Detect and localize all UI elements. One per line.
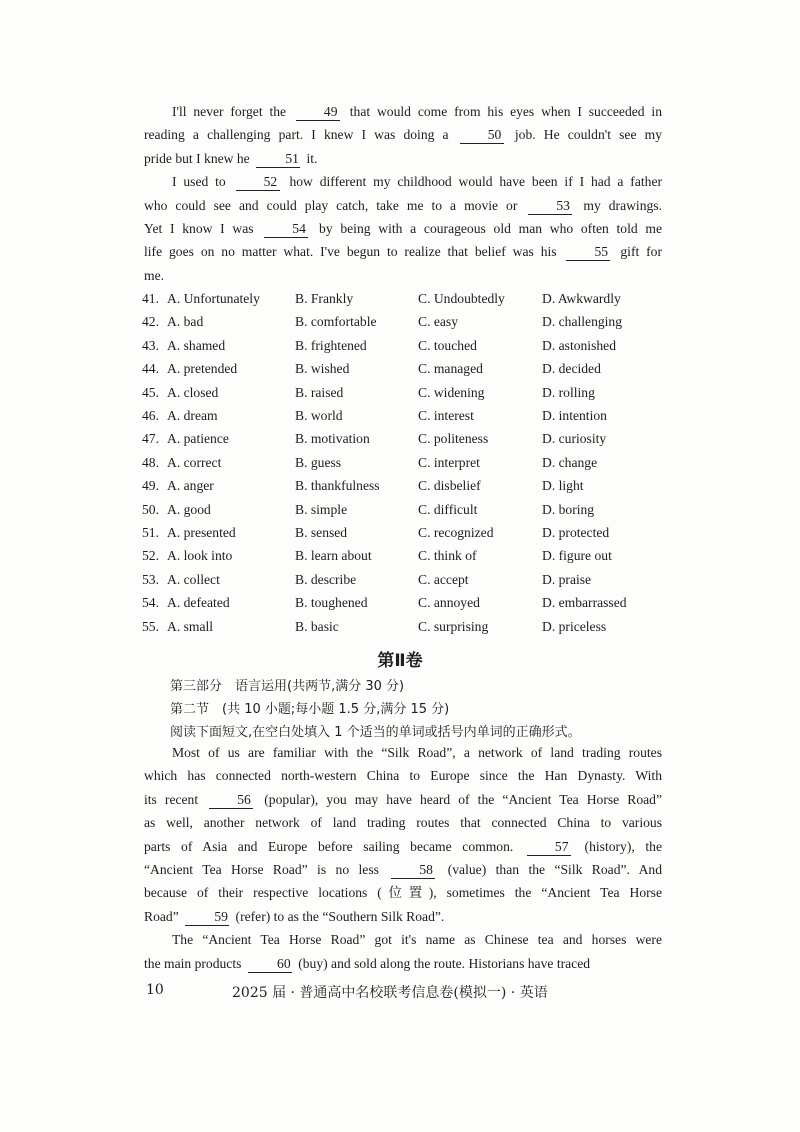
text-segment: reading a challenging part. I knew I was doing a — [144, 127, 449, 143]
text-segment: I used to — [172, 174, 226, 190]
option-a: A. correct — [167, 454, 222, 470]
text-segment: Yet I know I was — [144, 221, 254, 237]
question-number: 46. — [142, 408, 159, 423]
option-d: D. rolling — [542, 384, 595, 400]
text-line — [116, 264, 662, 287]
option-c: C. politeness — [418, 431, 489, 447]
option-d: D. Awkwardly — [542, 291, 621, 306]
option-d: D. light — [542, 478, 584, 494]
option-a: A. anger — [167, 478, 214, 494]
option-a: A. bad — [167, 314, 204, 330]
text-line — [144, 741, 662, 764]
option-b: B. world — [295, 408, 343, 423]
paragraph — [144, 170, 662, 287]
question-number: 51. — [142, 525, 159, 540]
option-c: C. disbelief — [418, 478, 481, 494]
text-segment: Road” — [144, 908, 179, 924]
instruction-text: 阅读下面短文,在空白处填入 1 个适当的单词或括号内单词的正确形式。 — [170, 725, 581, 740]
text-line — [116, 858, 662, 881]
answer-blank: 57 — [527, 839, 571, 856]
option-b: B. thankfulness — [295, 478, 380, 494]
text-segment: me. — [144, 267, 165, 283]
option-b: B. Frankly — [295, 291, 354, 306]
option-b: B. comfortable — [295, 314, 377, 330]
text-segment: how different my childhood would have been if I had a father — [289, 174, 662, 190]
paragraph — [144, 100, 662, 170]
answer-blank: 52 — [236, 174, 280, 191]
option-b: B. basic — [295, 618, 339, 634]
option-a: A. small — [167, 618, 214, 634]
text-segment: The “Ancient Tea Horse Road” got it's name as Chinese tea and horses were — [172, 932, 662, 948]
option-d: D. change — [542, 454, 598, 470]
answer-blank: 56 — [209, 792, 253, 809]
page-number: 10 — [146, 982, 164, 998]
text-line — [144, 928, 662, 951]
text-segment: pride but I knew he — [144, 150, 250, 166]
text-line — [144, 100, 662, 123]
option-a: A. dream — [167, 408, 218, 423]
text-segment: by being with a courageous old man who often told me — [319, 221, 663, 237]
question-number: 42. — [142, 314, 159, 330]
answer-blank: 54 — [264, 221, 308, 238]
text-segment: which has connected north-western China to Europe since the Han Dynasty. With — [144, 768, 662, 784]
option-c: C. widening — [418, 384, 485, 400]
answer-blank: 49 — [296, 104, 340, 121]
option-d: D. challenging — [542, 314, 623, 330]
question-number: 55. — [142, 618, 159, 634]
passage-top — [144, 100, 662, 287]
option-b: B. motivation — [295, 431, 370, 447]
option-d: D. intention — [542, 408, 607, 423]
text-line — [116, 881, 662, 904]
question-number: 45. — [142, 384, 159, 400]
option-a: A. patience — [167, 431, 229, 447]
answer-blank: 50 — [460, 127, 504, 144]
text-segment: that would come from his eyes when I succeeded in — [349, 104, 662, 119]
option-d: D. figure out — [542, 548, 612, 564]
question-number: 53. — [142, 571, 159, 587]
text-line — [116, 123, 662, 146]
option-d: D. curiosity — [542, 431, 607, 447]
text-line — [116, 764, 662, 787]
text-segment: Most of us are familiar with the “Silk Road”, a network of land trading routes — [172, 745, 662, 760]
answer-blank: 59 — [185, 909, 229, 926]
text-segment: (value) than the “Silk Road”. And — [447, 862, 662, 878]
answer-blank: 51 — [256, 151, 300, 168]
text-segment: (buy) and sold along the route. Historians have traced — [298, 955, 591, 971]
option-a: A. good — [167, 501, 211, 517]
option-c: C. surprising — [418, 618, 489, 634]
text-segment: who could see and could play catch, take me to a movie or — [144, 197, 518, 213]
option-b: B. wished — [295, 361, 350, 377]
option-d: D. protected — [542, 525, 610, 540]
option-a: A. pretended — [167, 361, 238, 377]
answer-blank: 60 — [248, 956, 292, 973]
option-c: C. easy — [418, 314, 459, 330]
option-b: B. simple — [295, 501, 348, 517]
section-heading: 第二节 (共 10 小题;每小题 1.5 分,满分 15 分) — [170, 702, 450, 717]
option-d: D. astonished — [542, 337, 617, 353]
question-number: 50. — [142, 501, 159, 517]
option-a: A. look into — [167, 548, 233, 564]
text-line — [116, 240, 662, 263]
option-c: C. touched — [418, 337, 477, 353]
option-b: B. toughened — [295, 595, 368, 611]
text-segment: as well, another network of land trading routes that connected China to various — [144, 815, 662, 831]
text-line — [116, 835, 662, 858]
option-c: C. annoyed — [418, 595, 480, 611]
question-number: 47. — [142, 431, 159, 447]
question-number: 49. — [142, 478, 159, 494]
text-line — [144, 170, 662, 193]
text-segment: I'll never forget the — [172, 104, 287, 119]
option-c: C. interpret — [418, 454, 480, 470]
text-line — [116, 811, 662, 834]
text-segment: (history), the — [584, 838, 662, 854]
text-line — [116, 217, 662, 240]
option-a: A. shamed — [167, 337, 226, 353]
option-d: D. boring — [542, 501, 595, 517]
part-heading: 第三部分 语言运用(共两节,满分 30 分) — [170, 679, 405, 694]
text-segment: (refer) to as the “Southern Silk Road”. — [235, 908, 445, 924]
text-segment: (popular), you may have heard of the “Ancient Tea Horse Road” — [264, 791, 662, 807]
text-segment: its recent — [144, 791, 199, 807]
option-a: A. presented — [167, 525, 236, 540]
option-a: A. collect — [167, 571, 220, 587]
option-b: B. learn about — [295, 548, 372, 564]
option-a: A. closed — [167, 384, 219, 400]
question-number: 43. — [142, 337, 159, 353]
text-segment: “Ancient Tea Horse Road” is no less — [144, 862, 379, 878]
question-number: 52. — [142, 548, 159, 564]
question-number: 44. — [142, 361, 159, 377]
option-d: D. embarrassed — [542, 595, 627, 611]
option-d: D. priceless — [542, 618, 607, 634]
text-line — [116, 147, 662, 170]
text-line — [116, 952, 662, 975]
text-line — [116, 788, 662, 811]
option-c: C. managed — [418, 361, 483, 377]
paragraph — [144, 928, 662, 975]
passage-bottom — [144, 741, 662, 975]
option-c: C. recognized — [418, 525, 494, 540]
section-title: 第Ⅱ卷 — [377, 651, 423, 671]
paragraph — [144, 741, 662, 928]
option-c: C. Undoubtedly — [418, 291, 505, 306]
question-number: 48. — [142, 454, 159, 470]
option-d: D. praise — [542, 571, 592, 587]
question-number: 54. — [142, 595, 159, 611]
text-segment: my drawings. — [583, 197, 662, 213]
answer-blank: 55 — [566, 244, 610, 261]
text-line — [116, 194, 662, 217]
text-line — [116, 905, 662, 928]
option-b: B. sensed — [295, 525, 348, 540]
option-c: C. interest — [418, 408, 474, 423]
text-segment: it. — [306, 150, 318, 166]
option-b: B. frightened — [295, 337, 367, 353]
text-segment: job. He couldn't see my — [514, 127, 662, 143]
text-segment: because of their respective locations (位置), sometimes the “Ancient Tea Horse — [144, 885, 662, 901]
footer-title: 2025 届 · 普通高中名校联考信息卷(模拟一) · 英语 — [232, 985, 548, 1001]
answer-blank: 58 — [391, 862, 435, 879]
option-a: A. Unfortunately — [167, 291, 260, 306]
question-number: 41. — [142, 291, 159, 306]
text-segment: life goes on no matter what. I've begun to realize that belief was his — [144, 244, 557, 260]
text-segment: the main products — [144, 955, 242, 971]
option-a: A. defeated — [167, 595, 230, 611]
text-segment: parts of Asia and Europe before sailing became common. — [144, 838, 514, 854]
option-d: D. decided — [542, 361, 601, 377]
option-b: B. guess — [295, 454, 342, 470]
option-c: C. think of — [418, 548, 477, 564]
option-c: C. accept — [418, 571, 469, 587]
text-segment: gift for — [620, 244, 662, 260]
option-c: C. difficult — [418, 501, 478, 517]
option-b: B. describe — [295, 571, 357, 587]
option-b: B. raised — [295, 384, 344, 400]
answer-blank: 53 — [528, 198, 572, 215]
